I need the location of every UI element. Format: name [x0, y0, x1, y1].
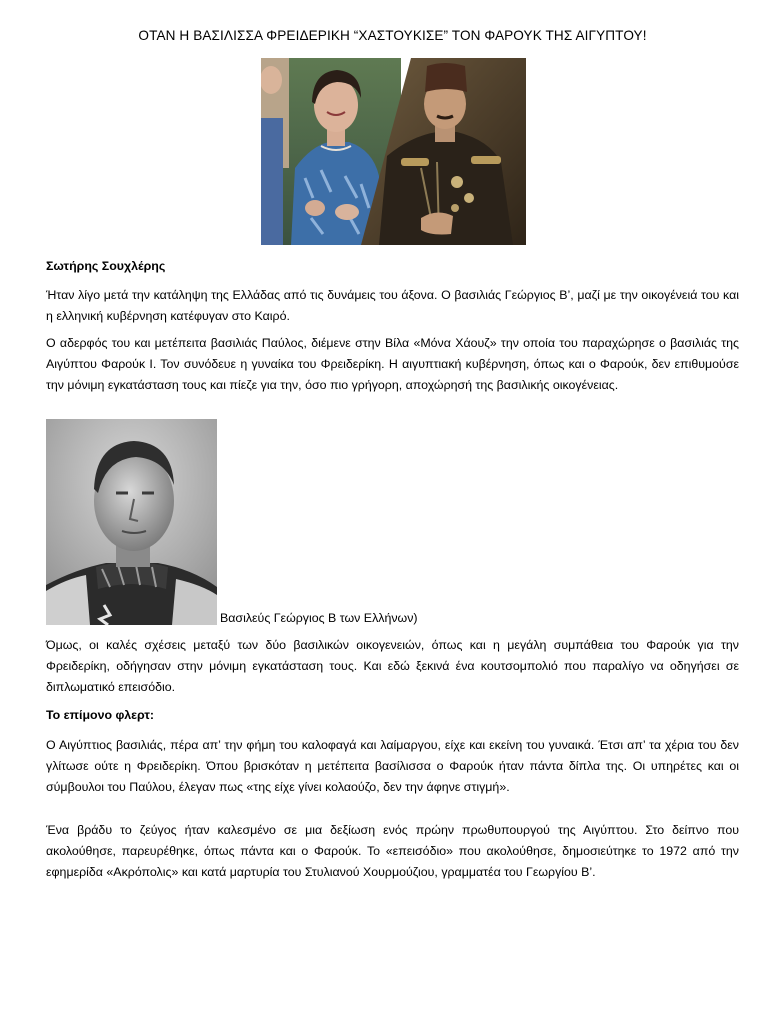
portrait-photo	[46, 419, 217, 625]
hero-photo	[261, 58, 526, 245]
paragraph: Ήταν λίγο μετά την κατάληψη της Ελλάδας από τις δυνάμεις του άξονα. Ο βασιλιάς Γεώργιος Β’, μαζί με την οικογένειά του και η ελληνική κυβέρνηση κατέφυγαν στο Καιρό.	[46, 288, 739, 323]
portrait-caption: Βασιλεύς Γεώργιος Β των Ελλήνων)	[220, 611, 418, 625]
hero-photo-illustration	[261, 58, 526, 245]
portrait-photo-illustration	[46, 419, 217, 625]
article-title: ΟΤΑΝ Η ΒΑΣΙΛΙΣΣΑ ΦΡΕΙΔΕΡΙΚΗ “ΧΑΣΤΟΥΚΙΣΕ” ΤΟΝ ΦΑΡΟΥΚ ΤΗΣ ΑΙΓΥΠΤΟΥ!	[138, 28, 647, 43]
paragraph: Ο Αιγύπτιος βασιλιάς, πέρα απ’ την φήμη του καλοφαγά και λαίμαργου, είχε και εκείνη του γυναικά. Έτσι απ’ τα χέρια του δεν γλίτωσε ούτε η Φρειδερίκη. Όπου βρισκόταν η μετέπειτα βασίλισσα ο Φαρούκ ήταν πάντα δίπλα της. Οι υπηρέτες και οι σύμβουλοι του Παύλου, έλεγαν πως «της είχε γίνει κολαούζο, δεν την άφηνε στιγμή».	[46, 738, 739, 794]
section-subheading: Το επίμονο φλερτ:	[46, 708, 154, 722]
paragraph: Ένα βράδυ το ζεύγος ήταν καλεσμένο σε μια δεξίωση ενός πρώην πρωθυπουργού της Αιγύπτου. Στο δείπνο που ακολούθησε, παρευρέθηκε, όπως πάντα και ο Φαρούκ. Το «επεισόδιο» που ακολούθησε, δημοσιεύτηκε το 1972 από την εφημερίδα «Ακρόπολις» και κατά μαρτυρία του Στυλιανού Χουρμούζιου, γραμματέα του Γεωργίου Β’.	[46, 823, 739, 879]
paragraph: Ο αδερφός του και μετέπειτα βασιλιάς Παύλος, διέμενε στην Βίλα «Μόνα Χάουζ» την οποία του παραχώρησε ο βασιλιάς της Αιγύπτου Φαρούκ Ι. Τον συνόδευε η γυναίκα του Φρειδερίκη. Η αιγυπτιακή κυβέρνηση, όπως και ο Φαρούκ, δεν επιθυμούσε την μόνιμη εγκατάσταση τους και πίεζε για την, όσο πιο γρήγορη, αποχώρησή της βασιλικής οικογένειας.	[46, 336, 739, 392]
author-name: Σωτήρης Σουχλέρης	[46, 259, 166, 273]
paragraph: Όμως, οι καλές σχέσεις μεταξύ των δύο βασιλικών οικογενειών, όπως και η μεγάλη συμπάθεια του Φαρούκ για την Φρειδερίκη, οδήγησαν στην μόνιμη εγκατάσταση τους. Και εδώ ξεκινά ένα κουτσομπολιό που παραλίγο να οδηγήσει σε διπλωματικό επεισόδιο.	[46, 638, 739, 694]
